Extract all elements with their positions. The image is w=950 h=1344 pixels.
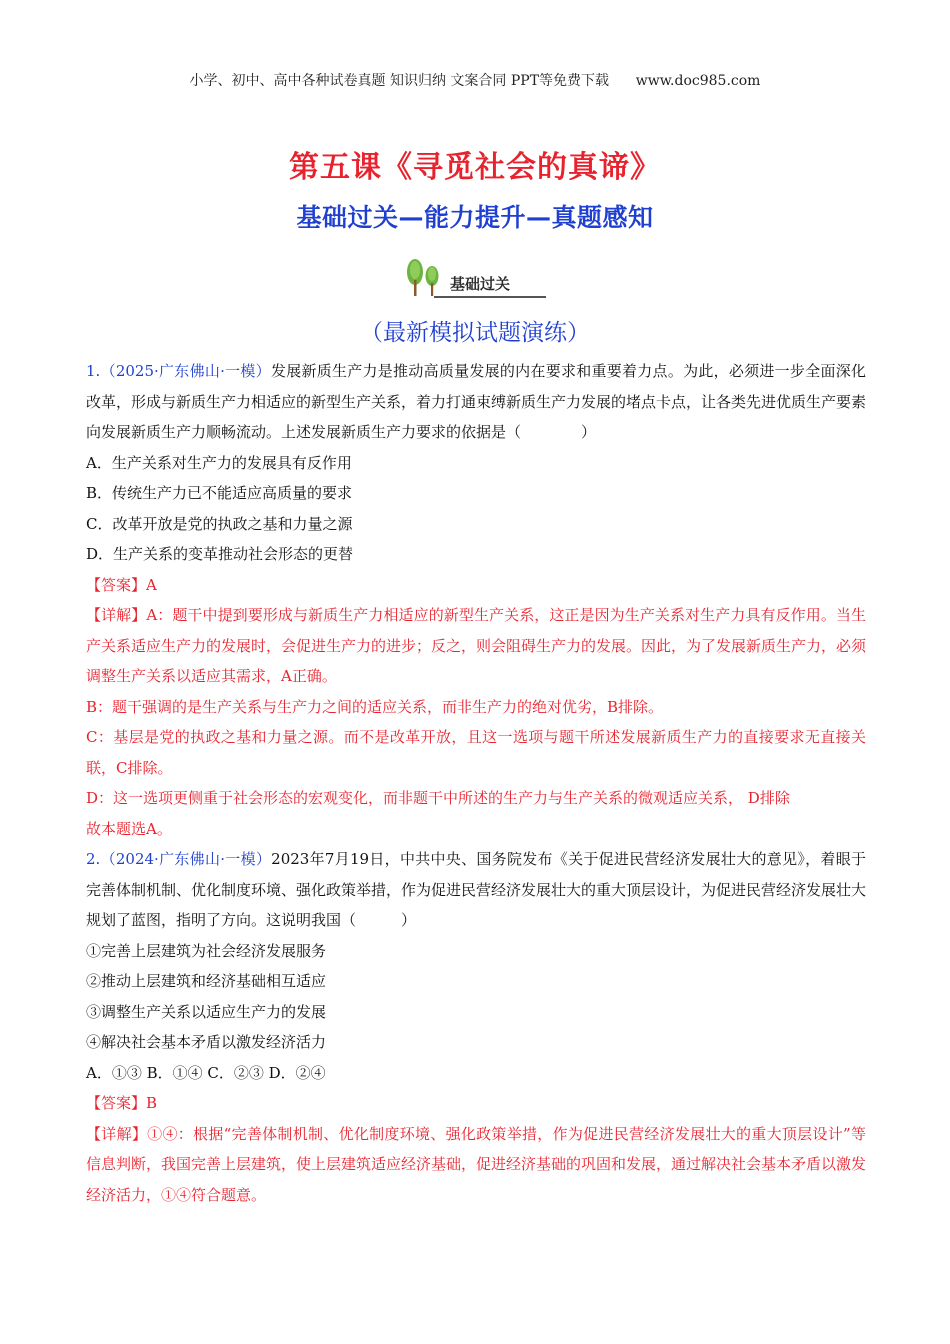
question-number: 2. <box>86 850 101 868</box>
option-b: B．传统生产力已不能适应高质量的要求 <box>86 484 353 502</box>
statement-4: ④解决社会基本矛盾以激发经济活力 <box>86 1033 327 1051</box>
section-badge <box>400 256 548 302</box>
section-title: （最新模拟试题演练） <box>360 320 590 346</box>
badge-underline <box>434 296 546 298</box>
question-text: 2023年7月19日，中共中央、国务院发布《关于促进民营经济发展壮大的意见》，着眼于完善体制机制、优化制度环境、强化政策举措，作为促进民营经济发展壮大的重大顶层设计，为促进民营经济发展壮大规划了蓝图，指明了方向。这说明我国（ ） <box>86 850 867 929</box>
option-c: C．改革开放是党的执政之基和力量之源 <box>86 514 353 533</box>
answer-label: 【答案】 <box>86 575 147 594</box>
badge-label: 基础过关 <box>450 275 511 293</box>
analysis-text: A：题干中提到要形成与新质生产力相适应的新型生产关系，这正是因为生产关系对生产力具有反作用。当生产关系适应生产力的发展时，会促进生产力的进步；反之，则会阻碍生产力的发展。因此，为了发展新质生产力，必须调整生产关系以适应其需求，A正确。 <box>86 606 867 685</box>
answer-line <box>86 570 866 601</box>
answer-line <box>86 1088 866 1119</box>
options-line: A．①③ B．①④ C．②③ D．②④ <box>86 1063 326 1082</box>
analysis-text: ①④：根据“完善体制机制、优化制度环境、强化政策举措，作为促进民营经济发展壮大的重大顶层设计”等信息判断，我国完善上层建筑，使上层建筑适应经济基础，促进经济基础的巩固和发展，通过解决社会基本矛盾以激发经济活力，①④符合题意。 <box>86 1124 867 1204</box>
analysis-paragraph <box>86 600 866 692</box>
analysis-label: 【详解】 <box>86 1124 148 1143</box>
page-header: 小学、初中、高中各种试卷真题 知识归纳 文案合同 PPT等免费下载 www.doc985.com <box>189 73 761 89</box>
answer-value: B <box>146 1094 158 1112</box>
tree-icon <box>400 256 446 298</box>
analysis-paragraph <box>86 1119 866 1211</box>
option-d: D．生产关系的变革推动社会形态的更替 <box>86 545 354 563</box>
question-1-stem <box>86 356 866 448</box>
statement-1: ①完善上层建筑为社会经济发展服务 <box>86 941 327 960</box>
statement-2: ②推动上层建筑和经济基础相互适应 <box>86 972 327 990</box>
question-source: （2024·广东佛山·一模） <box>100 850 272 868</box>
analysis-paragraph: D：这一选项更侧重于社会形态的宏观变化，而非题干中所述的生产力与生产关系的微观适应关系， D排除 <box>86 789 790 807</box>
statement-3: ③调整生产关系以适应生产力的发展 <box>86 1002 327 1021</box>
lesson-title: 第五课《寻觅社会的真谛》 <box>289 150 661 185</box>
answer-label: 【答案】 <box>86 1094 147 1112</box>
question-number: 1. <box>86 362 101 380</box>
question-source: （2025·广东佛山·一模） <box>100 362 271 380</box>
analysis-paragraph: C：基层是党的执政之基和力量之源。而不是改革开放，且这一选项与题干所述发展新质生产力的直接要求无直接关联，C排除。 <box>86 728 866 777</box>
analysis-label: 【详解】 <box>86 606 147 624</box>
analysis-paragraph: B：题干强调的是生产关系与生产力之间的适应关系，而非生产力的绝对优劣，B排除。 <box>86 697 664 716</box>
questions <box>86 356 866 1210</box>
lesson-subtitle: 基础过关—能力提升—真题感知 <box>296 203 654 232</box>
answer-value: A <box>146 575 157 594</box>
question-2-stem <box>86 844 866 936</box>
option-a: A．生产关系对生产力的发展具有反作用 <box>86 453 352 472</box>
analysis-conclusion: 故本题选A。 <box>86 819 172 838</box>
question-text: 发展新质生产力是推动高质量发展的内在要求和重要着力点。为此，必须进一步全面深化改革，形成与新质生产力相适应的新型生产关系，着力打通束缚新质生产力发展的堵点卡点，让各类先进优质生产要素向发展新质生产力顺畅流动。上述发展新质生产力要求的依据是（ ） <box>86 362 867 441</box>
